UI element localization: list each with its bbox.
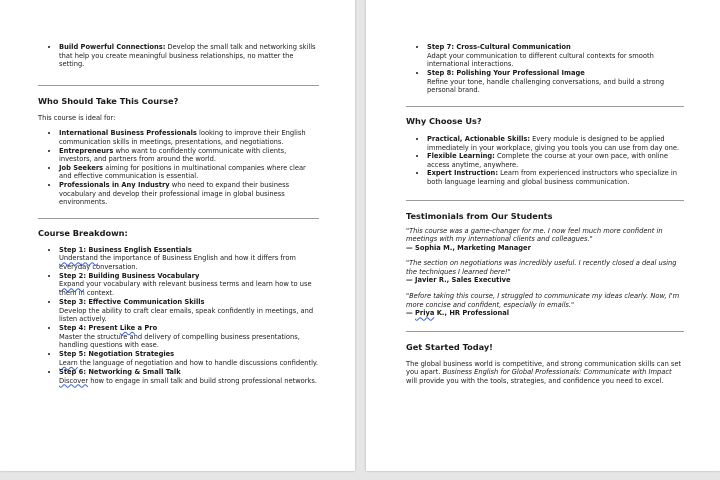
step-title: • Step 6: Networking & Small Talk [59, 367, 181, 376]
list-item [59, 129, 319, 146]
list-item [59, 164, 319, 181]
list-item [59, 181, 319, 207]
author-dash: — [406, 309, 416, 318]
section-divider [406, 331, 684, 332]
testimonial [406, 292, 684, 318]
step-title: • Step 3: Effective Communication Skills [59, 298, 205, 307]
spellcheck-word: Understand [59, 254, 98, 263]
bullet-title: International Business Professionals [59, 129, 197, 138]
testimonial-quote: "The section on negotiations was incredibly useful. I recently closed a deal using the techniques I learned here!" [406, 259, 677, 276]
bullet-title: Build Powerful Connections: [59, 43, 166, 51]
bullet-text: Develop the small talk and networking skills that help you create meaningful business relationships, no matter the setting. [59, 43, 316, 69]
steps-continued-list [406, 43, 684, 95]
author-name: K., HR Professional [434, 309, 510, 318]
step-title: • Step 1: Business English Essentials [59, 245, 192, 254]
testimonial-author [406, 309, 684, 318]
step-title-text: a Pro [135, 324, 158, 333]
audience-heading: Who Should Take This Course? [38, 95, 179, 106]
document-page-left [0, 0, 355, 471]
list-item-step-6 [59, 368, 319, 385]
step-desc-text: the importance of Business English and how it differs from everyday conversation. [59, 254, 296, 271]
step-title: • Step 2: Building Business Vocabulary [59, 271, 200, 280]
bullet-title: Entrepreneurs [59, 146, 114, 155]
step-title: • Step 7: Cross-Cultural Communication [427, 43, 571, 51]
bullet-title: Expert Instruction: [427, 169, 498, 178]
bullet-text: Complete the course at your own pace, with online access anytime, anywhere. [427, 152, 668, 169]
list-item-step-5 [59, 350, 319, 367]
breakdown-list [38, 246, 319, 385]
bullet-text: Learn from experienced instructors who specialize in both language learning and global business communication. [427, 169, 677, 186]
step-desc: Master the structure and delivery of compelling business presentations, handling questions with ease. [59, 332, 300, 350]
list-item [427, 169, 684, 186]
step-title-text: Step 4: Present [59, 324, 120, 333]
spellcheck-word: Expand [59, 280, 85, 289]
author-dash: — [406, 243, 416, 252]
bullet-text: aiming for positions in multinational companies where clear and effective communication is essential. [59, 163, 306, 181]
testimonial-author [406, 244, 684, 253]
cta-text-part: will provide you with the tools, strategies, and confidence you need to excel. [406, 377, 664, 386]
list-item [427, 135, 684, 152]
section-divider [38, 85, 319, 86]
bullet-text: Every module is designed to be applied immediately in your workplace, giving you tools you can use from day one. [427, 134, 680, 152]
testimonial-quote: "Before taking this course, I struggled to communicate my ideas clearly. Now, I'm more concise and confident, especially in emails." [406, 292, 680, 309]
step-desc [59, 359, 319, 368]
testimonial-quote: "This course was a game-changer for me. I now feel much more confident in meetings with my international clients and colleagues." [406, 226, 663, 244]
spellcheck-word: Learn [59, 359, 78, 367]
testimonials-heading: Testimonials from Our Students [406, 210, 553, 221]
step-title: • Step 8: Polishing Your Professional Image [427, 69, 585, 78]
step-desc-text: the language of negotiation and how to handle discussions confidently. [77, 359, 319, 367]
step-desc: Refine your tone, handle challenging conversations, and build a strong personal brand. [427, 77, 665, 95]
spellcheck-word: Priya [415, 309, 435, 318]
bullet-title: Practical, Actionable Skills: [427, 134, 531, 143]
author-name: Javier R., Sales Executive [415, 276, 511, 285]
section-divider [38, 218, 319, 219]
cta-heading: Get Started Today! [406, 341, 493, 352]
list-item-step-1 [59, 246, 319, 272]
testimonial [406, 227, 684, 253]
author-dash: — [406, 276, 416, 285]
page-left-content [38, 43, 319, 386]
spellcheck-word: Like [119, 324, 136, 333]
list-item-connections [59, 43, 319, 69]
step-title: • Step 5: Negotiation Strategies [59, 350, 175, 359]
testimonial [406, 259, 684, 285]
step-desc [59, 254, 319, 271]
bullet-text: looking to improve their English communication skills in meetings, presentations, and negotiations. [59, 129, 306, 146]
author-name: Sophia M., Marketing Manager [415, 243, 531, 252]
cta-text [406, 360, 684, 386]
document-page-right [366, 0, 720, 471]
why-heading: Why Choose Us? [406, 115, 482, 126]
audience-list [38, 129, 319, 206]
testimonial-author [406, 276, 684, 285]
section-divider [406, 106, 684, 107]
list-item [427, 152, 684, 169]
step-title [59, 324, 319, 333]
page-right-content [406, 43, 684, 386]
list-item-step-3 [59, 298, 319, 324]
audience-intro: This course is ideal for: [38, 113, 116, 122]
step-desc: Develop the ability to craft clear emails, speak confidently in meetings, and listen actively. [59, 306, 314, 324]
why-list [406, 135, 684, 187]
connections-list [38, 43, 319, 69]
step-desc [59, 280, 319, 297]
step-desc [59, 377, 319, 386]
bullet-title: Professionals in Any Industry [59, 180, 170, 189]
course-title-italic: Business English for Global Professionals: Communicate with Impact [442, 368, 672, 377]
bullet-title: Flexible Learning: [427, 152, 495, 161]
step-desc: Adapt your communication to different cultural contexts for smooth international interactions. [427, 51, 654, 69]
list-item-step-7 [427, 43, 684, 69]
list-item-step-8 [427, 69, 684, 95]
step-desc-text: how to engage in small talk and build strong professional networks. [88, 376, 318, 385]
list-item-step-4 [59, 324, 319, 350]
step-desc-text: your vocabulary with relevant business terms and learn how to use them in context. [59, 280, 312, 298]
breakdown-heading: Course Breakdown: [38, 227, 128, 238]
list-item [59, 147, 319, 164]
bullet-title: Job Seekers [59, 163, 104, 172]
bullet-text: who want to confidently communicate with clients, investors, and partners from around the world. [59, 146, 287, 164]
cta-text-part: The global business world is competitive, and strong communication skills can set you apart. [406, 359, 682, 377]
bullet-text: who need to expand their business vocabulary and develop their professional image in global business environments. [59, 180, 290, 207]
section-divider [406, 200, 684, 201]
list-item-step-2 [59, 272, 319, 298]
spellcheck-word: Discover [59, 376, 89, 385]
